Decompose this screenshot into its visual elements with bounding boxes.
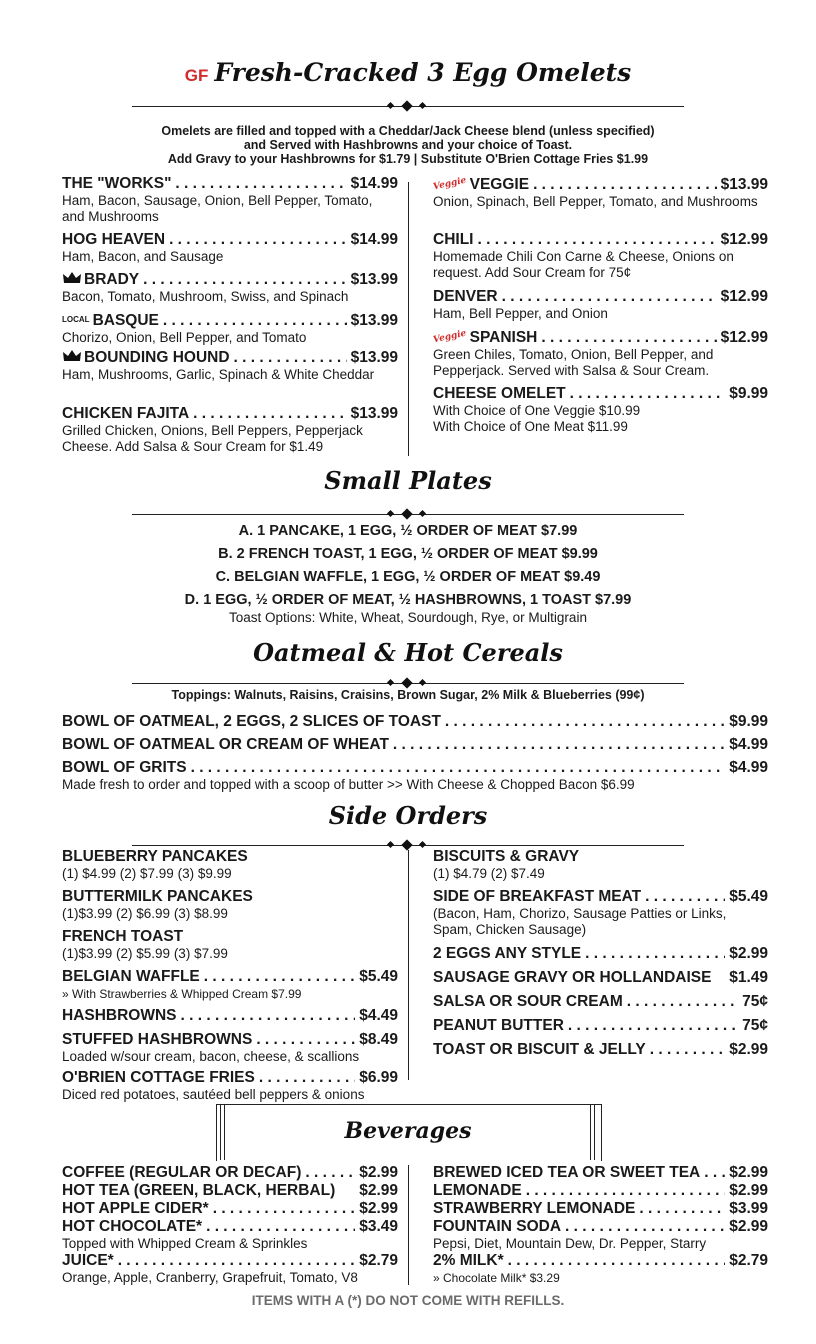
menu-item: STUFFED HASHBROWNS . . . $8.49 Loaded w/sour cream, bacon, cheese, & scallions xyxy=(62,1031,398,1065)
diamond-ornament xyxy=(378,100,438,112)
small-plate: D. 1 EGG, ½ ORDER OF MEAT, ½ HASHBROWNS, 1 TOAST $7.99 xyxy=(184,592,632,608)
menu-item: BUTTERMILK PANCAKES (1)$3.99 (2) $6.99 (3) $8.99 xyxy=(62,888,253,921)
column-divider xyxy=(408,182,409,456)
veggie-tag: Veggie xyxy=(432,175,468,193)
toast-options: Toast Options: White, Wheat, Sourdough, Rye, or Multigrain xyxy=(229,610,587,625)
side-orders-title: Side Orders xyxy=(328,801,488,830)
menu-item: BISCUITS & GRAVY (1) $4.79 (2) $7.49 xyxy=(433,848,580,881)
menu-item: CHILI . . . $12.99 Homemade Chili Con Carne & Cheese, Onions on request. Add Sour Cream for 75¢ xyxy=(433,231,768,281)
menu-item: O'BRIEN COTTAGE FRIES . . . $6.99 Diced red potatoes, sautéed bell peppers & onions xyxy=(62,1069,398,1103)
menu-item: BREWED ICED TEA OR SWEET TEA . . . $2.99 LEMONADE . . . $2.99 STRAWBERRY LEMONADE . . . $3.99 FOUNTAIN SODA . . . $2.99 Pepsi, Diet, Mountain Dew, Dr. Pepper, Starry 2% MILK* . . . $2.79 » Chocolate Milk* $3.29 xyxy=(433,1164,768,1286)
crown-icon xyxy=(62,349,82,363)
menu-item: CHICKEN FAJITA . . . $13.99 Grilled Chicken, Onions, Bell Peppers, Pepperjack Cheese. Add Salsa & Sour Cream for $1.49 xyxy=(62,405,398,455)
column-divider xyxy=(408,850,409,1080)
refill-footnote: ITEMS WITH A (*) DO NOT COME WITH REFILLS. xyxy=(251,1293,565,1308)
menu-item: PEANUT BUTTER . . . 75¢ xyxy=(433,1017,768,1035)
crown-icon xyxy=(62,271,82,285)
menu-item: 2 EGGS ANY STYLE . . . $2.99 xyxy=(433,945,768,963)
menu-item: BELGIAN WAFFLE . . . $5.49 » With Strawberries & Whipped Cream $7.99 xyxy=(62,968,398,1002)
menu-item: BOWL OF GRITS . . . $4.99 Made fresh to order and topped with a scoop of butter >> With Cheese & Chopped Bacon $6.99 xyxy=(62,759,768,793)
menu-item: COFFEE (REGULAR OR DECAF) . . . $2.99 HOT TEA (GREEN, BLACK, HERBAL) $2.99 HOT APPLE CIDER* . . . $2.99 HOT CHOCOLATE* . . . $3.49 Topped with Whipped Cream & Sprinkles JUICE* . . . $2.79 Orange, Apple, Cranberry, Grapefruit, Tomato, V8 xyxy=(62,1164,398,1286)
menu-item: BRADY . . . $13.99 Bacon, Tomato, Mushroom, Swiss, and Spinach xyxy=(62,271,398,305)
menu-item: FRENCH TOAST (1)$3.99 (2) $5.99 (3) $7.99 xyxy=(62,928,228,961)
menu-item: BOWL OF OATMEAL, 2 EGGS, 2 SLICES OF TOAST . . . $9.99 xyxy=(62,713,768,731)
beverages-title: Beverages xyxy=(344,1118,472,1144)
menu-item: TOAST OR BISCUIT & JELLY . . . $2.99 xyxy=(433,1041,768,1059)
gluten-free-label: GF xyxy=(184,66,209,85)
small-plate: B. 2 FRENCH TOAST, 1 EGG, ½ ORDER OF MEAT $9.99 xyxy=(218,546,598,562)
menu-item: SIDE OF BREAKFAST MEAT . . . $5.49 (Bacon, Ham, Chorizo, Sausage Patties or Links, Spam, Chicken Sausage) xyxy=(433,888,768,938)
veggie-tag: Veggie xyxy=(432,328,468,346)
small-plate: C. BELGIAN WAFFLE, 1 EGG, ½ ORDER OF MEAT $9.49 xyxy=(215,569,601,585)
menu-item: HOG HEAVEN . . . $14.99 Ham, Bacon, and Sausage xyxy=(62,231,398,265)
local-tag: LOCAL xyxy=(62,315,90,324)
small-plate: A. 1 PANCAKE, 1 EGG, ½ ORDER OF MEAT $7.99 xyxy=(238,523,578,539)
menu-item: HASHBROWNS . . . $4.49 xyxy=(62,1007,398,1025)
menu-item: SAUSAGE GRAVY OR HOLLANDAISE $1.49 xyxy=(433,969,768,986)
menu-item: Veggie SPANISH . . . $12.99 Green Chiles, Tomato, Onion, Bell Pepper, and Pepperjack. Served with Salsa & Sour Cream. xyxy=(433,328,768,379)
menu-item: LOCAL BASQUE . . . $13.99 Chorizo, Onion, Bell Pepper, and Tomato xyxy=(62,311,398,346)
menu-item: Veggie VEGGIE . . . $13.99 Onion, Spinach, Bell Pepper, Tomato, and Mushrooms xyxy=(433,175,768,210)
diamond-ornament xyxy=(378,508,438,520)
column-divider xyxy=(408,1165,409,1285)
small-plates-list xyxy=(0,520,816,626)
menu-item: SALSA OR SOUR CREAM . . . 75¢ xyxy=(433,993,768,1011)
menu-item: BOWL OF OATMEAL OR CREAM OF WHEAT . . . $4.99 xyxy=(62,736,768,754)
menu-item: BLUEBERRY PANCAKES (1) $4.99 (2) $7.99 (3) $9.99 xyxy=(62,848,248,881)
menu-item: BOUNDING HOUND . . . $13.99 Ham, Mushrooms, Garlic, Spinach & White Cheddar xyxy=(62,349,398,383)
menu-item: THE "WORKS" . . . $14.99 Ham, Bacon, Sausage, Onion, Bell Pepper, Tomato, and Mushrooms xyxy=(62,175,398,225)
small-plates-title: Small Plates xyxy=(324,466,492,495)
omelets-title: GF Fresh-Cracked 3 Egg Omelets xyxy=(184,58,632,87)
oatmeal-title: Oatmeal & Hot Cereals xyxy=(253,638,563,667)
omelets-note: Omelets are filled and topped with a Cheddar/Jack Cheese blend (unless specified) and Served with Hashbrowns and your choice of Toast. Add Gravy to your Hashbrowns for $1.79 | Substitute O'Brien Cottage Fries $1.99 xyxy=(161,124,655,166)
menu-item: DENVER . . . $12.99 Ham, Bell Pepper, and Onion xyxy=(433,288,768,322)
menu-item: CHEESE OMELET . . . $9.99 With Choice of One Veggie $10.99 With Choice of One Meat $11.99 xyxy=(433,385,768,435)
oatmeal-toppings: Toppings: Walnuts, Raisins, Craisins, Brown Sugar, 2% Milk & Blueberries (99¢) xyxy=(171,688,645,702)
